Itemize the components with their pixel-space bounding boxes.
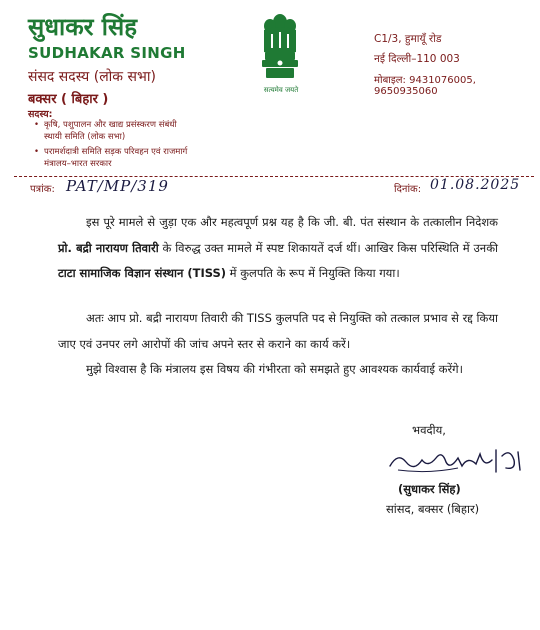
bullet-icon: • bbox=[34, 120, 40, 130]
highlighted-name: प्रो. बद्री नारायण तिवारी bbox=[58, 240, 159, 255]
closing-salutation: भवदीय, bbox=[412, 423, 446, 437]
bullet-icon: • bbox=[34, 147, 40, 157]
membership-item: • परामर्शदात्री समिति सड़क परिवहन एवं राजमार्ग मंत्रालय–भारत सरकार bbox=[34, 147, 188, 169]
address-line-2: नई दिल्ली–110 003 bbox=[374, 53, 460, 65]
handwritten-signature bbox=[388, 446, 528, 476]
address-line-1: C1/3, हुमायूँ रोड bbox=[374, 33, 442, 45]
body-paragraph-1: इस पूरे मामले से जुड़ा एक और महत्वपूर्ण प्रश्न यह है कि जी. बी. पंत संस्थान के तत्कालीन निदेशक प्रो. बद्री नारायण तिवारी के विरुद्ध उक्त मामले में स्पष्ट शिकायतें दर्ज थीं। आखिर किस परिस्थिति में उनकी टाटा सामाजिक विज्ञान संस्थान (TISS) में कुलपति के रूप में नियुक्ति किया गया। bbox=[58, 215, 499, 280]
national-emblem-icon bbox=[256, 12, 304, 96]
date-value: 01.08.2025 bbox=[430, 177, 521, 193]
membership-list bbox=[34, 119, 194, 170]
body-paragraph-3: मुझे विश्वास है कि मंत्रालय इस विषय की गंभीरता को समझते हुए आवश्यक कार्यवाई करेंगे। bbox=[86, 362, 464, 376]
phone-numbers: मोबाइल: 9431076005, 9650935060 bbox=[374, 75, 476, 97]
date-label: दिनांक: bbox=[394, 184, 422, 195]
reference-label: पत्रांक: bbox=[30, 184, 55, 195]
signatory-name: (सुधाकर सिंह) bbox=[398, 482, 461, 496]
sender-name-hindi: सुधाकर सिंह bbox=[28, 13, 137, 41]
sender-name-english: SUDHAKAR SINGH bbox=[28, 44, 186, 62]
sender-designation: संसद सदस्य (लोक सभा) bbox=[28, 69, 156, 85]
membership-item: • कृषि, पशुपालन और खाद्य प्रसंस्करण संबंधी स्थायी समिति (लोक सभा) bbox=[34, 120, 177, 142]
membership-label: सदस्य: bbox=[28, 109, 53, 120]
body-paragraph-2: अतः आप प्रो. बद्री नारायण तिवारी की TISS कुलपति पद से नियुक्ति को तत्काल प्रभाव से रद्द किया जाए एवं उनपर लगे आरोपों की जांच अपने स्तर से कराने का कार्य करें। bbox=[58, 311, 498, 351]
signatory-designation: सांसद, बक्सर (बिहार) bbox=[386, 502, 480, 516]
highlighted-institute: टाटा सामाजिक विज्ञान संस्थान (TISS) bbox=[58, 266, 227, 280]
sender-constituency: बक्सर ( बिहार ) bbox=[28, 92, 109, 107]
emblem-caption: सत्यमेव जयते bbox=[263, 86, 299, 94]
reference-number: PAT/MP/319 bbox=[66, 177, 169, 195]
